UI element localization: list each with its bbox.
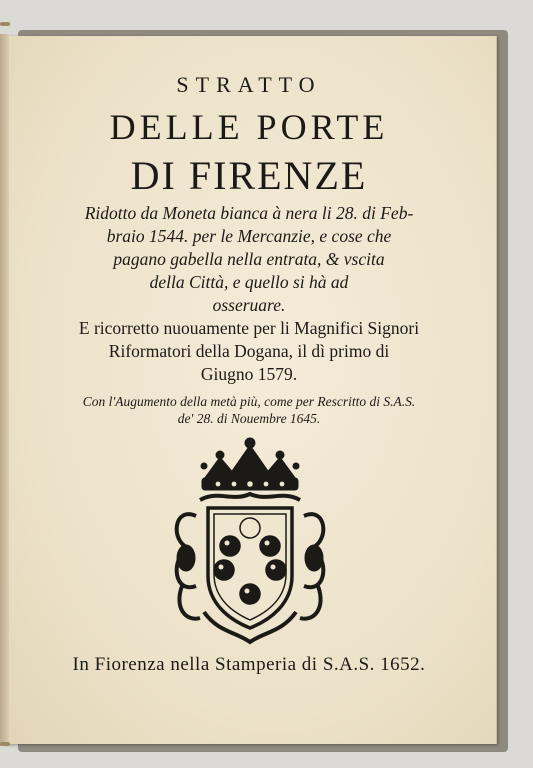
description-line: osseruare. <box>212 295 286 315</box>
imprint-line: In Fiorenza nella Stamperia di S.A.S. 1652. <box>72 654 426 675</box>
revision-line: Riformatori della Dogana, il dì primo di <box>108 341 390 361</box>
description-line: braio 1544. per le Mercanzie, e cose che <box>106 226 392 246</box>
supplement-line: de' 28. di Nouembre 1645. <box>177 411 321 426</box>
revision-line: E ricorretto nuouamente per li Magnifici Signori <box>78 318 420 338</box>
binding-thread <box>0 742 10 746</box>
title-line-2: DELLE PORTE <box>109 107 389 147</box>
medici-coat-of-arms-emblem <box>160 436 340 648</box>
crown-icon <box>201 438 299 490</box>
revision-line: Giugno 1579. <box>200 364 298 384</box>
title-line-1: STRATTO <box>176 72 322 97</box>
description-line: Ridotto da Moneta bianca à nera li 28. di Feb- <box>84 203 414 223</box>
binding-thread <box>0 22 10 26</box>
supplement-line: Con l'Augumento della metà più, come per Rescritto di S.A.S. <box>82 394 416 409</box>
description-line: pagano gabella nella entrata, & vscita <box>113 249 385 269</box>
binding-edge <box>0 34 9 746</box>
description-line: della Città, e quello si hà ad <box>149 272 349 292</box>
title-line-3: DI FIRENZE <box>130 153 368 198</box>
